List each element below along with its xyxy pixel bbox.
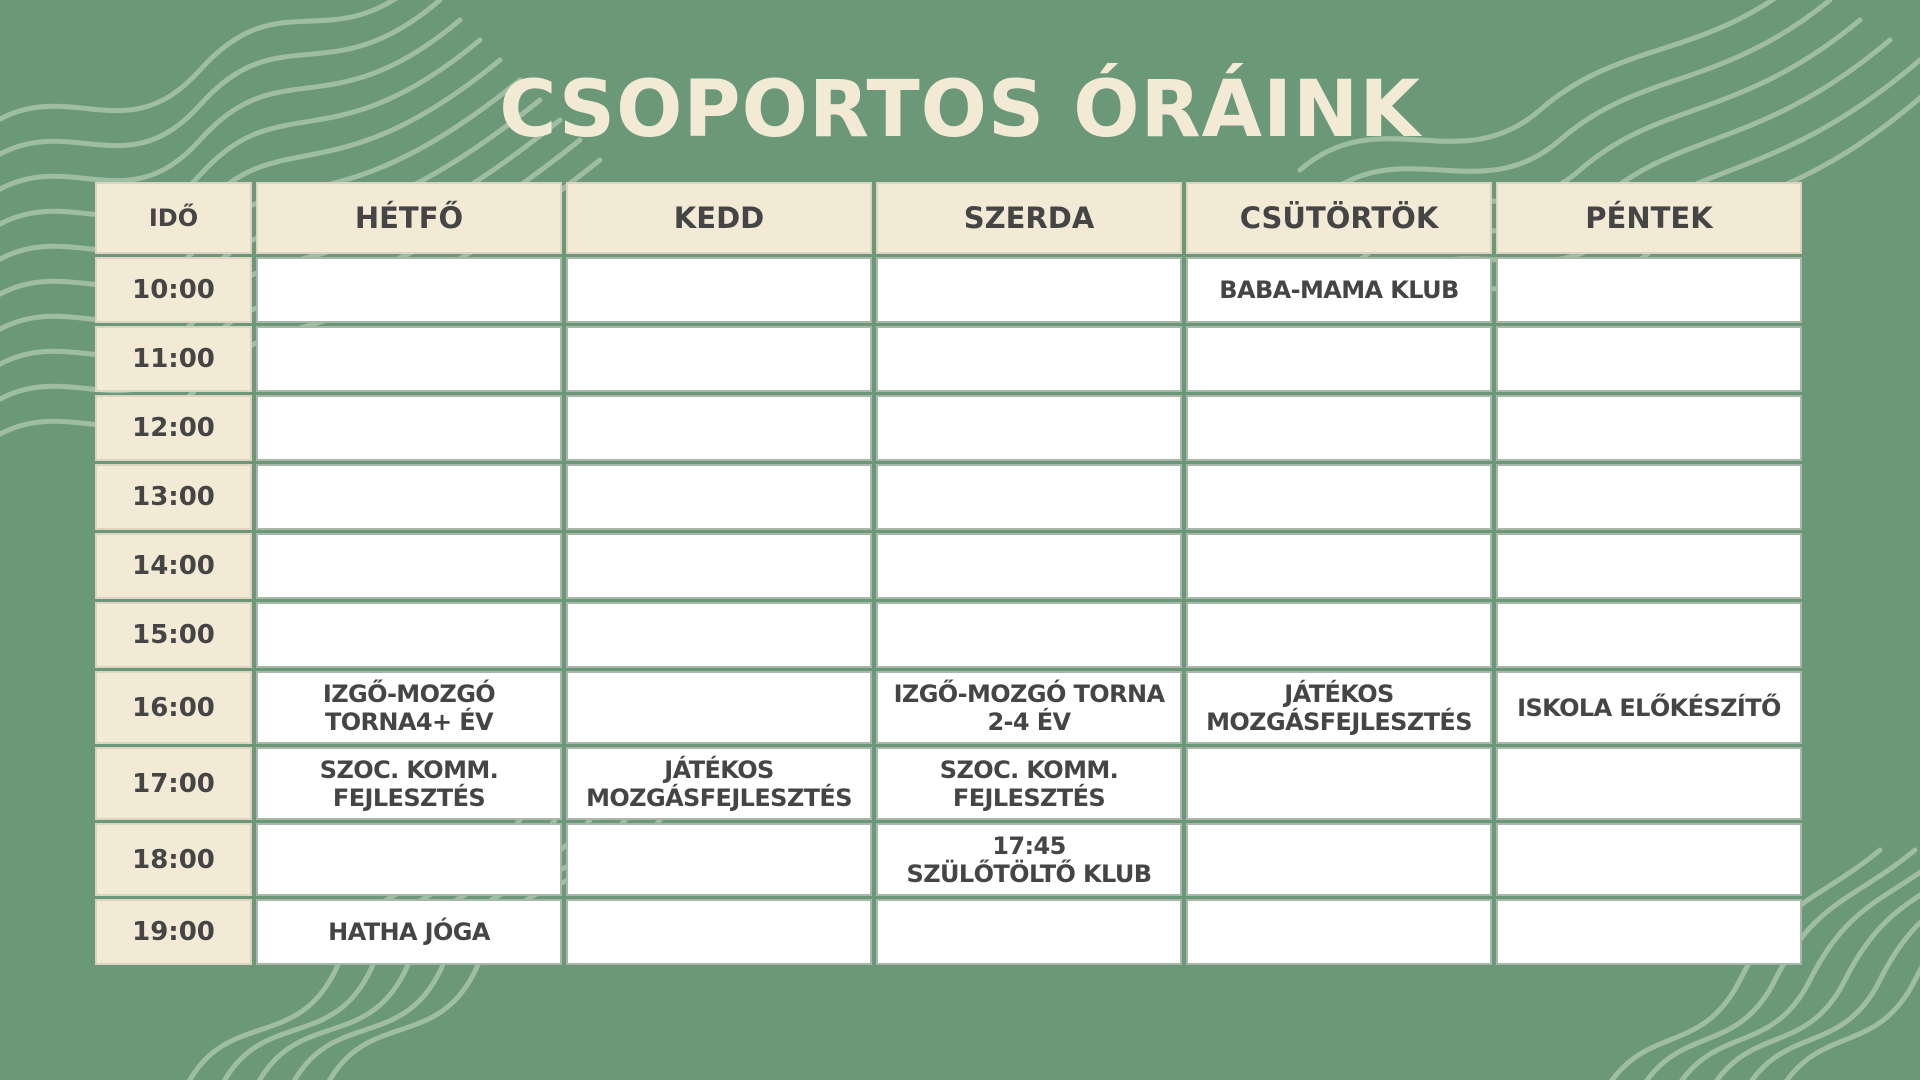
header-tuesday: KEDD (566, 182, 872, 254)
header-wednesday: SZERDA (876, 182, 1182, 254)
header-thursday: CSÜTÖRTÖK (1186, 182, 1492, 254)
slot-wednesday: SZOC. KOMM. FEJLESZTÉS (876, 747, 1182, 820)
slot-tuesday (566, 326, 872, 392)
header-time: IDŐ (95, 182, 252, 254)
slot-tuesday (566, 602, 872, 668)
slot-thursday (1186, 326, 1492, 392)
slot-tuesday (566, 464, 872, 530)
header-friday: PÉNTEK (1496, 182, 1802, 254)
slot-monday: IZGŐ-MOZGÓ TORNA4+ ÉV (256, 671, 562, 744)
slot-monday (256, 533, 562, 599)
time-cell: 17:00 (95, 747, 252, 820)
slot-tuesday (566, 257, 872, 323)
schedule-table (95, 182, 1802, 965)
slot-tuesday: JÁTÉKOS MOZGÁSFEJLESZTÉS (566, 747, 872, 820)
slot-wednesday (876, 464, 1182, 530)
slot-wednesday (876, 257, 1182, 323)
time-cell: 10:00 (95, 257, 252, 323)
slot-monday: HATHA JÓGA (256, 899, 562, 965)
slot-wednesday (876, 899, 1182, 965)
slot-wednesday (876, 533, 1182, 599)
slot-tuesday (566, 395, 872, 461)
page-title: CSOPORTOS ÓRÁINK (499, 65, 1421, 155)
slot-tuesday (566, 533, 872, 599)
slot-thursday (1186, 533, 1492, 599)
slot-monday (256, 326, 562, 392)
slot-friday (1496, 823, 1802, 896)
slot-friday (1496, 899, 1802, 965)
slot-thursday (1186, 899, 1492, 965)
time-cell: 14:00 (95, 533, 252, 599)
slot-friday (1496, 326, 1802, 392)
time-cell: 15:00 (95, 602, 252, 668)
slot-monday (256, 464, 562, 530)
slot-tuesday (566, 671, 872, 744)
slot-friday (1496, 395, 1802, 461)
slot-thursday: BABA-MAMA KLUB (1186, 257, 1492, 323)
slot-tuesday (566, 899, 872, 965)
slot-wednesday (876, 395, 1182, 461)
slot-thursday (1186, 823, 1492, 896)
slot-thursday (1186, 602, 1492, 668)
slot-monday (256, 257, 562, 323)
slot-wednesday: IZGŐ-MOZGÓ TORNA 2-4 ÉV (876, 671, 1182, 744)
slot-thursday (1186, 747, 1492, 820)
slot-friday (1496, 464, 1802, 530)
slot-friday: ISKOLA ELŐKÉSZÍTŐ (1496, 671, 1802, 744)
time-cell: 12:00 (95, 395, 252, 461)
slot-friday (1496, 602, 1802, 668)
slot-friday (1496, 533, 1802, 599)
slot-friday (1496, 257, 1802, 323)
slot-tuesday (566, 823, 872, 896)
slot-friday (1496, 747, 1802, 820)
slot-thursday (1186, 395, 1492, 461)
slot-monday (256, 395, 562, 461)
time-cell: 11:00 (95, 326, 252, 392)
slot-wednesday: 17:45 SZÜLŐTÖLTŐ KLUB (876, 823, 1182, 896)
slot-wednesday (876, 326, 1182, 392)
slot-monday (256, 602, 562, 668)
time-cell: 19:00 (95, 899, 252, 965)
slot-thursday (1186, 464, 1492, 530)
time-cell: 13:00 (95, 464, 252, 530)
slot-monday (256, 823, 562, 896)
time-cell: 18:00 (95, 823, 252, 896)
header-monday: HÉTFŐ (256, 182, 562, 254)
slot-thursday: JÁTÉKOS MOZGÁSFEJLESZTÉS (1186, 671, 1492, 744)
slot-wednesday (876, 602, 1182, 668)
slot-monday: SZOC. KOMM. FEJLESZTÉS (256, 747, 562, 820)
time-cell: 16:00 (95, 671, 252, 744)
